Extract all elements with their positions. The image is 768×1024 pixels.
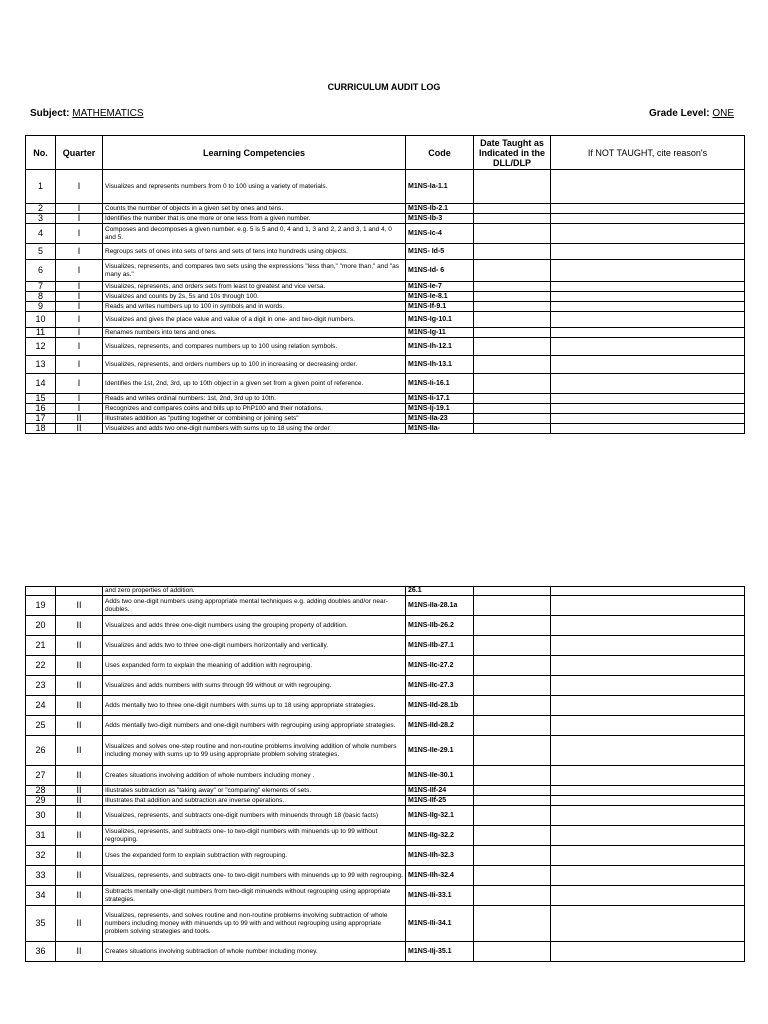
row-number: 5 bbox=[26, 244, 56, 260]
row-code: M1NS-Id- 6 bbox=[406, 260, 474, 282]
row-competency: Visualizes, represents, and orders numbers up to 100 in increasing or decreasing order. bbox=[103, 356, 406, 374]
row-number: 15 bbox=[26, 394, 56, 404]
row-quarter: II bbox=[56, 736, 103, 766]
row-code: M1NS-Ig-11 bbox=[406, 328, 474, 338]
row-reason bbox=[551, 866, 745, 886]
row-code: M1NS-Ib-3 bbox=[406, 214, 474, 224]
row-reason bbox=[551, 312, 745, 328]
row-number: 26 bbox=[26, 736, 56, 766]
row-date-taught bbox=[474, 766, 551, 786]
row-code: M1NS-IIe-30.1 bbox=[406, 766, 474, 786]
row-number: 9 bbox=[26, 302, 56, 312]
row-code: 26.1 bbox=[406, 587, 474, 596]
row-date-taught bbox=[474, 786, 551, 796]
table-row bbox=[26, 292, 745, 302]
row-reason bbox=[551, 766, 745, 786]
row-code: M1NS-IIh-32.3 bbox=[406, 846, 474, 866]
row-number: 18 bbox=[26, 424, 56, 434]
row-quarter: II bbox=[56, 846, 103, 866]
row-quarter: II bbox=[56, 806, 103, 826]
row-competency: Identifies the number that is one more or one less from a given number. bbox=[103, 214, 406, 224]
row-quarter: I bbox=[56, 282, 103, 292]
row-number: 6 bbox=[26, 260, 56, 282]
row-code: M1NS-Ii-16.1 bbox=[406, 374, 474, 394]
row-reason bbox=[551, 170, 745, 204]
table-row bbox=[26, 826, 745, 846]
table-row bbox=[26, 214, 745, 224]
row-competency: Renames numbers into tens and ones. bbox=[103, 328, 406, 338]
row-competency: Visualizes, represents, and subtracts one-digit numbers with minuends through 18 (basic facts) bbox=[103, 806, 406, 826]
row-number: 2 bbox=[26, 204, 56, 214]
table-row bbox=[26, 656, 745, 676]
row-number: 4 bbox=[26, 224, 56, 244]
row-number: 28 bbox=[26, 786, 56, 796]
table-row bbox=[26, 338, 745, 356]
row-code: M1NS-Ie-8.1 bbox=[406, 292, 474, 302]
row-date-taught bbox=[474, 260, 551, 282]
row-code: M1NS-Ij-19.1 bbox=[406, 404, 474, 414]
row-code: M1NS-Ic-4 bbox=[406, 224, 474, 244]
row-quarter: I bbox=[56, 356, 103, 374]
row-date-taught bbox=[474, 374, 551, 394]
col-header-competencies: Learning Competencies bbox=[103, 136, 406, 170]
row-competency: Uses the expanded form to explain subtraction with regrouping. bbox=[103, 846, 406, 866]
row-number: 31 bbox=[26, 826, 56, 846]
row-quarter: I bbox=[56, 204, 103, 214]
row-quarter: II bbox=[56, 766, 103, 786]
row-date-taught bbox=[474, 806, 551, 826]
row-reason bbox=[551, 796, 745, 806]
row-reason bbox=[551, 414, 745, 424]
row-code: M1NS-IId-28.2 bbox=[406, 716, 474, 736]
row-competency: Counts the number of objects in a given set by ones and tens. bbox=[103, 204, 406, 214]
subject-value: MATHEMATICS bbox=[72, 108, 144, 119]
row-number: 13 bbox=[26, 356, 56, 374]
row-code: M1NS-IIi-33.1 bbox=[406, 886, 474, 906]
row-reason bbox=[551, 806, 745, 826]
table-row bbox=[26, 170, 745, 204]
row-quarter: II bbox=[56, 616, 103, 636]
row-number: 7 bbox=[26, 282, 56, 292]
table-row bbox=[26, 786, 745, 796]
row-reason bbox=[551, 716, 745, 736]
row-reason bbox=[551, 404, 745, 414]
row-quarter: II bbox=[56, 716, 103, 736]
row-reason bbox=[551, 696, 745, 716]
row-code: M1NS-Ii-17.1 bbox=[406, 394, 474, 404]
table-row bbox=[26, 796, 745, 806]
row-reason bbox=[551, 204, 745, 214]
row-competency: Uses expanded form to explain the meaning of addition with regrouping. bbox=[103, 656, 406, 676]
row-competency: Visualizes, represents, and subtracts one- to two-digit numbers with minuends up to 99 with regrouping. bbox=[103, 866, 406, 886]
row-quarter: I bbox=[56, 244, 103, 260]
row-competency: Visualizes and counts by 2s, 5s and 10s through 100. bbox=[103, 292, 406, 302]
row-competency: Adds mentally two to three one-digit numbers with sums up to 18 using appropriate strategies. bbox=[103, 696, 406, 716]
row-competency: Visualizes, represents, and solves routine and non-routine problems involving subtraction of whole numbers including money with minuends up to 99 with and without regrouping using appropriate problem solving strategies and tools. bbox=[103, 906, 406, 942]
table-row bbox=[26, 394, 745, 404]
row-quarter: I bbox=[56, 374, 103, 394]
table-row bbox=[26, 636, 745, 656]
row-date-taught bbox=[474, 942, 551, 962]
row-competency: Visualizes and adds two one-digit numbers with sums up to 18 using the order bbox=[103, 424, 406, 434]
row-quarter: I bbox=[56, 214, 103, 224]
row-date-taught bbox=[474, 696, 551, 716]
row-quarter: I bbox=[56, 404, 103, 414]
row-competency: Visualizes, represents, and subtracts one- to two-digit numbers with minuends up to 99 without regrouping. bbox=[103, 826, 406, 846]
row-reason bbox=[551, 338, 745, 356]
row-number: 27 bbox=[26, 766, 56, 786]
row-reason bbox=[551, 214, 745, 224]
audit-table-page2 bbox=[25, 586, 745, 962]
row-code: M1NS-If-9.1 bbox=[406, 302, 474, 312]
row-code: M1NS-IIf-24 bbox=[406, 786, 474, 796]
row-code: M1NS-IIg-32.2 bbox=[406, 826, 474, 846]
row-date-taught bbox=[474, 846, 551, 866]
col-header-code: Code bbox=[406, 136, 474, 170]
row-date-taught bbox=[474, 302, 551, 312]
row-quarter: I bbox=[56, 224, 103, 244]
row-date-taught bbox=[474, 716, 551, 736]
row-competency: Visualizes, represents, and orders sets from least to greatest and vice versa. bbox=[103, 282, 406, 292]
row-competency: Visualizes, represents, and compares two sets using the expressions "less than," "more than," and "as many as." bbox=[103, 260, 406, 282]
row-reason bbox=[551, 846, 745, 866]
row-number: 1 bbox=[26, 170, 56, 204]
table-row bbox=[26, 302, 745, 312]
row-competency: Visualizes and solves one-step routine and non-routine problems involving addition of whole numbers including money with sums up to 99 using appropriate problem solving strategies. bbox=[103, 736, 406, 766]
row-competency: Visualizes and adds three one-digit numbers using the grouping property of addition. bbox=[103, 616, 406, 636]
row-quarter: I bbox=[56, 260, 103, 282]
row-number: 21 bbox=[26, 636, 56, 656]
row-code: M1NS-IIa-23 bbox=[406, 414, 474, 424]
table-row bbox=[26, 766, 745, 786]
row-number: 30 bbox=[26, 806, 56, 826]
row-number: 36 bbox=[26, 942, 56, 962]
row-competency: Subtracts mentally one-digit numbers from two-digit minuends without regrouping using appropriate strategies. bbox=[103, 886, 406, 906]
table-row bbox=[26, 676, 745, 696]
row-competency: Identifies the 1st, 2nd, 3rd, up to 10th object in a given set from a given point of reference. bbox=[103, 374, 406, 394]
row-quarter: II bbox=[56, 596, 103, 616]
row-quarter: II bbox=[56, 656, 103, 676]
row-number: 14 bbox=[26, 374, 56, 394]
row-quarter: II bbox=[56, 826, 103, 846]
row-reason bbox=[551, 328, 745, 338]
row-competency: Creates situations involving subtraction of whole number including money. bbox=[103, 942, 406, 962]
row-date-taught bbox=[474, 596, 551, 616]
row-reason bbox=[551, 596, 745, 616]
row-reason bbox=[551, 292, 745, 302]
row-code: M1NS-Ih-13.1 bbox=[406, 356, 474, 374]
row-code: M1NS-IIf-25 bbox=[406, 796, 474, 806]
col-header-no: No. bbox=[26, 136, 56, 170]
table-row bbox=[26, 356, 745, 374]
row-quarter bbox=[56, 587, 103, 596]
row-date-taught bbox=[474, 616, 551, 636]
table-row bbox=[26, 806, 745, 826]
row-competency: Illustrates that addition and subtraction are inverse operations. bbox=[103, 796, 406, 806]
row-number: 22 bbox=[26, 656, 56, 676]
row-date-taught bbox=[474, 414, 551, 424]
table-row bbox=[26, 224, 745, 244]
row-reason bbox=[551, 244, 745, 260]
row-number: 8 bbox=[26, 292, 56, 302]
row-reason bbox=[551, 224, 745, 244]
table-row bbox=[26, 696, 745, 716]
row-number: 34 bbox=[26, 886, 56, 906]
row-date-taught bbox=[474, 404, 551, 414]
row-code: M1NS-IIc-27.2 bbox=[406, 656, 474, 676]
row-number: 33 bbox=[26, 866, 56, 886]
header-row bbox=[26, 136, 745, 170]
col-header-quarter: Quarter bbox=[56, 136, 103, 170]
row-reason bbox=[551, 424, 745, 434]
row-date-taught bbox=[474, 214, 551, 224]
row-reason bbox=[551, 676, 745, 696]
row-quarter: I bbox=[56, 338, 103, 356]
row-date-taught bbox=[474, 356, 551, 374]
row-date-taught bbox=[474, 170, 551, 204]
table-row bbox=[26, 414, 745, 424]
row-competency: Adds mentally two-digit numbers and one-digit numbers with regrouping using appropriate strategies. bbox=[103, 716, 406, 736]
row-reason bbox=[551, 616, 745, 636]
row-reason bbox=[551, 356, 745, 374]
row-date-taught bbox=[474, 636, 551, 656]
row-competency: Visualizes, represents, and compares numbers up to 100 using relation symbols. bbox=[103, 338, 406, 356]
row-number: 20 bbox=[26, 616, 56, 636]
row-reason bbox=[551, 826, 745, 846]
row-reason bbox=[551, 942, 745, 962]
row-number: 3 bbox=[26, 214, 56, 224]
row-number: 19 bbox=[26, 596, 56, 616]
row-date-taught bbox=[474, 282, 551, 292]
row-competency: Illustrates subtraction as "taking away" or "comparing" elements of sets. bbox=[103, 786, 406, 796]
table-row bbox=[26, 942, 745, 962]
table-row bbox=[26, 596, 745, 616]
row-competency: Reads and writes numbers up to 100 in symbols and in words. bbox=[103, 302, 406, 312]
row-quarter: I bbox=[56, 170, 103, 204]
row-code: M1NS-IIh-32.4 bbox=[406, 866, 474, 886]
row-date-taught bbox=[474, 866, 551, 886]
row-number: 29 bbox=[26, 796, 56, 806]
row-competency: Adds two one-digit numbers using appropriate mental techniques e.g. adding doubles and/or near-doubles. bbox=[103, 596, 406, 616]
row-number: 24 bbox=[26, 696, 56, 716]
row-number: 10 bbox=[26, 312, 56, 328]
row-date-taught bbox=[474, 312, 551, 328]
col-header-date-taught: Date Taught as Indicated in the DLL/DLP bbox=[474, 136, 551, 170]
row-quarter: II bbox=[56, 424, 103, 434]
row-quarter: II bbox=[56, 696, 103, 716]
row-competency: Visualizes and adds two to three one-digit numbers horizontally and vertically. bbox=[103, 636, 406, 656]
row-competency: and zero properties of addition. bbox=[103, 587, 406, 596]
row-reason bbox=[551, 656, 745, 676]
row-reason bbox=[551, 786, 745, 796]
row-quarter: II bbox=[56, 796, 103, 806]
row-number: 12 bbox=[26, 338, 56, 356]
table-row bbox=[26, 404, 745, 414]
row-competency: Visualizes and represents numbers from 0 to 100 using a variety of materials. bbox=[103, 170, 406, 204]
row-quarter: II bbox=[56, 942, 103, 962]
row-reason bbox=[551, 906, 745, 942]
audit-table-page1 bbox=[25, 135, 745, 434]
table-row bbox=[26, 328, 745, 338]
row-quarter: I bbox=[56, 312, 103, 328]
row-code: M1NS-Ib-2.1 bbox=[406, 204, 474, 214]
row-code: M1NS-IIj-35.1 bbox=[406, 942, 474, 962]
row-competency: Illustrates addition as "putting together or combining or joining sets" bbox=[103, 414, 406, 424]
row-code: M1NS-IIc-27.3 bbox=[406, 676, 474, 696]
row-competency: Creates situations involving addition of whole numbers including money . bbox=[103, 766, 406, 786]
row-quarter: II bbox=[56, 866, 103, 886]
row-date-taught bbox=[474, 736, 551, 766]
table-row bbox=[26, 736, 745, 766]
row-code: M1NS-IIa-28.1a bbox=[406, 596, 474, 616]
row-date-taught bbox=[474, 292, 551, 302]
row-number: 17 bbox=[26, 414, 56, 424]
row-date-taught bbox=[474, 587, 551, 596]
table-row bbox=[26, 260, 745, 282]
row-date-taught bbox=[474, 676, 551, 696]
row-competency: Composes and decomposes a given number. e.g. 5 is 5 and 0, 4 and 1, 3 and 2, 2 and 3, 1 and 4, 0 and 5. bbox=[103, 224, 406, 244]
table-row bbox=[26, 587, 745, 596]
row-code: M1NS-IIe-29.1 bbox=[406, 736, 474, 766]
row-code: M1NS-IIb-26.2 bbox=[406, 616, 474, 636]
grade-line bbox=[649, 108, 734, 119]
row-quarter: II bbox=[56, 676, 103, 696]
row-reason bbox=[551, 260, 745, 282]
row-reason bbox=[551, 886, 745, 906]
row-code: M1NS-IIg-32.1 bbox=[406, 806, 474, 826]
row-number bbox=[26, 587, 56, 596]
row-code: M1NS- Id-5 bbox=[406, 244, 474, 260]
row-reason bbox=[551, 302, 745, 312]
row-date-taught bbox=[474, 224, 551, 244]
col-header-reason: If NOT TAUGHT, cite reason's bbox=[551, 136, 745, 170]
table-row bbox=[26, 244, 745, 260]
row-code: M1NS-Ia-1.1 bbox=[406, 170, 474, 204]
table-row bbox=[26, 312, 745, 328]
row-date-taught bbox=[474, 424, 551, 434]
row-number: 11 bbox=[26, 328, 56, 338]
row-reason bbox=[551, 736, 745, 766]
row-competency: Reads and writes ordinal numbers: 1st, 2nd, 3rd up to 10th. bbox=[103, 394, 406, 404]
row-number: 16 bbox=[26, 404, 56, 414]
table-row bbox=[26, 204, 745, 214]
table-row bbox=[26, 374, 745, 394]
table-row bbox=[26, 886, 745, 906]
row-number: 25 bbox=[26, 716, 56, 736]
row-code: M1NS-IIb-27.1 bbox=[406, 636, 474, 656]
row-date-taught bbox=[474, 826, 551, 846]
row-code: M1NS-IIi-34.1 bbox=[406, 906, 474, 942]
grade-label: Grade Level: bbox=[648, 108, 710, 119]
table-row bbox=[26, 716, 745, 736]
table-row bbox=[26, 906, 745, 942]
row-competency: Visualizes and adds numbers with sums through 99 without or with regrouping. bbox=[103, 676, 406, 696]
row-quarter: I bbox=[56, 328, 103, 338]
row-code: M1NS-Ig-10.1 bbox=[406, 312, 474, 328]
row-date-taught bbox=[474, 244, 551, 260]
row-reason bbox=[551, 587, 745, 596]
row-date-taught bbox=[474, 328, 551, 338]
table-row bbox=[26, 282, 745, 292]
row-competency: Regroups sets of ones into sets of tens and sets of tens into hundreds using objects. bbox=[103, 244, 406, 260]
subject-label: Subject: bbox=[30, 108, 70, 119]
row-quarter: II bbox=[56, 414, 103, 424]
row-code: M1NS-Ih-12.1 bbox=[406, 338, 474, 356]
row-reason bbox=[551, 636, 745, 656]
row-date-taught bbox=[474, 886, 551, 906]
row-date-taught bbox=[474, 906, 551, 942]
subject-line bbox=[30, 108, 144, 119]
table-row bbox=[26, 846, 745, 866]
row-quarter: II bbox=[56, 636, 103, 656]
row-code: M1NS-IId-28.1b bbox=[406, 696, 474, 716]
row-number: 35 bbox=[26, 906, 56, 942]
row-reason bbox=[551, 394, 745, 404]
row-date-taught bbox=[474, 204, 551, 214]
grade-value: ONE bbox=[712, 108, 734, 119]
row-quarter: I bbox=[56, 394, 103, 404]
table-row bbox=[26, 424, 745, 434]
row-quarter: II bbox=[56, 886, 103, 906]
row-competency: Recognizes and compares coins and bills up to PhP100 and their notations. bbox=[103, 404, 406, 414]
row-number: 32 bbox=[26, 846, 56, 866]
row-date-taught bbox=[474, 656, 551, 676]
row-reason bbox=[551, 374, 745, 394]
row-competency: Visualizes and gives the place value and value of a digit in one- and two-digit numbers. bbox=[103, 312, 406, 328]
row-quarter: I bbox=[56, 302, 103, 312]
row-quarter: II bbox=[56, 906, 103, 942]
row-code: M1NS-IIa- bbox=[406, 424, 474, 434]
row-date-taught bbox=[474, 394, 551, 404]
document-title: CURRICULUM AUDIT LOG bbox=[327, 82, 441, 92]
table-row bbox=[26, 866, 745, 886]
row-date-taught bbox=[474, 338, 551, 356]
row-date-taught bbox=[474, 796, 551, 806]
table-row bbox=[26, 616, 745, 636]
row-quarter: II bbox=[56, 786, 103, 796]
row-reason bbox=[551, 282, 745, 292]
row-number: 23 bbox=[26, 676, 56, 696]
row-code: M1NS-Ie-7 bbox=[406, 282, 474, 292]
row-quarter: I bbox=[56, 292, 103, 302]
